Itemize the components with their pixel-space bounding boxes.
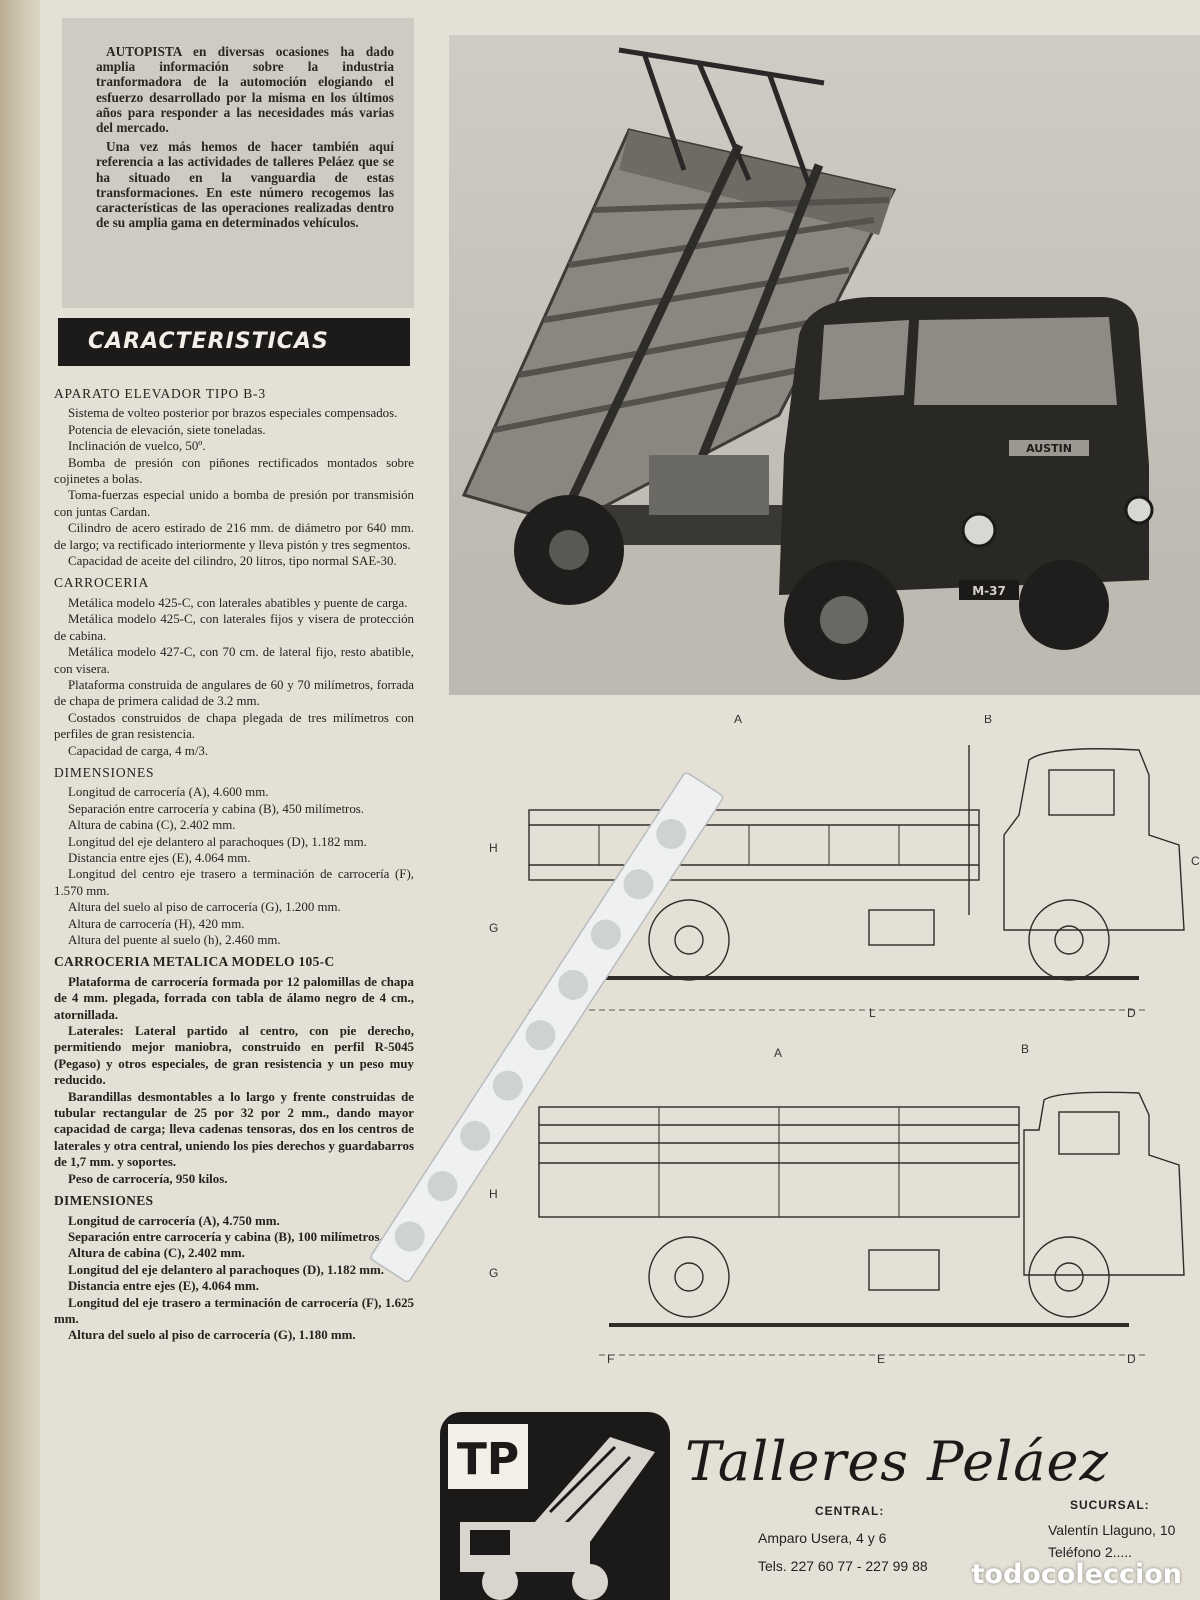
intro-paragraph-2: Una vez más hemos de hacer también aquí referencia a las actividades de talleres Peláez que se ha situado en la vanguardia de estas transformaciones. En este número recogemos las características de las operaciones realizadas dentro de su amplia gama en determinados vehículos. (96, 139, 394, 231)
spec-line: Longitud del eje delantero al parachoques (D), 1.182 mm. (68, 1262, 384, 1277)
sucursal-label: SUCURSAL: (1070, 1498, 1150, 1512)
dim-label-l: L (869, 1006, 876, 1020)
dim-label-b-2: B (1021, 1042, 1030, 1056)
dim-label-a-2: A (774, 1046, 783, 1060)
dim-label-c: C (1191, 854, 1200, 868)
sucursal-phone: Teléfono 2..... (1048, 1544, 1133, 1560)
dimensiones-title-1: DIMENSIONES (54, 764, 155, 780)
dim-label-h-2: H (489, 1187, 498, 1201)
sucursal-address: Valentín Llaguno, 10 (1048, 1522, 1176, 1538)
dimensiones-title-2: DIMENSIONES (54, 1193, 154, 1209)
central-label: CENTRAL: (815, 1504, 885, 1518)
spec-line: Potencia de elevación, siete toneladas. (68, 422, 266, 437)
central-phones: Tels. 227 60 77 - 227 99 88 (758, 1558, 928, 1574)
spec-line: Distancia entre ejes (E), 4.064 mm. (68, 850, 251, 865)
spec-line: Plataforma de carrocería formada por 12 palomillas de chapa de 4 mm. plegada, forrada con tabla de álamo negro de 4 cm., atornillada. (54, 974, 414, 1022)
spec-line: Cilindro de acero estirado de 216 mm. de diámetro por 640 mm. de largo; va rectificado interiormente y lleva pistón y tres segmentos. (54, 521, 414, 552)
spec-line: Separación entre carrocería y cabina (B), 100 milímetros. (68, 1229, 383, 1244)
spec-line: Bomba de presión con piñones rectificados montados sobre cojinetes a bolas. (54, 455, 414, 487)
spec-line: Laterales: Lateral partido al centro, con pie derecho, permitiendo mejor maniobra, construido en perfil R-5045 (Pegaso) y otros especiales, de gran resistencia y un peso muy reducido. (54, 1024, 414, 1088)
central-address: Amparo Usera, 4 y 6 (758, 1530, 887, 1546)
dim-label-a: A (734, 715, 743, 726)
talleres-pelaez-ad (440, 1410, 1200, 1600)
spec-line: Costados construidos de chapa plegada de tres milímetros con perfiles de gran resistencia. (54, 710, 414, 742)
dim-label-d: D (1127, 1006, 1136, 1020)
spec-line: Peso de carrocería, 950 kilos. (68, 1171, 228, 1186)
spec-line: Altura de cabina (C), 2.402 mm. (68, 818, 236, 833)
spec-line: Longitud de carrocería (A), 4.750 mm. (68, 1213, 280, 1228)
dim-label-e: E (877, 1352, 886, 1366)
spec-line: Altura del suelo al piso de carrocería (G), 1.180 mm. (68, 1328, 356, 1343)
spec-line: Longitud de carrocería (A), 4.600 mm. (68, 785, 269, 800)
spec-line: Inclinación de vuelco, 50º. (68, 439, 206, 454)
spec-line: Altura de cabina (C), 2.402 mm. (68, 1246, 245, 1261)
spec-line: Metálica modelo 425-C, con laterales fijos y visera de protección de cabina. (54, 612, 414, 643)
spec-line: Metálica modelo 425-C, con laterales abatibles y puente de carga. (68, 595, 408, 610)
tp-logo (440, 1412, 670, 1600)
spec-line: Separación entre carrocería y cabina (B), 450 milímetros. (68, 801, 364, 816)
brand-name: Talleres Peláez (685, 1430, 1109, 1493)
spec-line: Altura de carrocería (H), 420 mm. (68, 916, 245, 931)
spec-line: Capacidad de aceite del cilindro, 20 litros, tipo normal SAE-30. (68, 554, 397, 569)
spec-line: Capacidad de carga, 4 m/3. (68, 743, 209, 758)
elevador-title: APARATO ELEVADOR TIPO B-3 (54, 386, 266, 401)
dim-label-g: G (489, 921, 499, 935)
license-plate: M-37 (972, 584, 1006, 598)
spec-line: Barandillas desmontables a lo largo y frente construidas de tubular rectangular de 25 por 32 por 2 mm., dando mayor capacidad de carga; lleva cadenas tensoras, dos en los centros de laterales y otra central, uniendo los pies derechos y guardabarros de 1,7 mm. y soportes. (54, 1089, 414, 1170)
spec-line: Longitud del eje trasero a terminación de carrocería (F), 1.625 mm. (54, 1295, 414, 1326)
spec-line: Longitud del eje delantero al parachoques (D), 1.182 mm. (68, 834, 367, 849)
spec-line: Sistema de volteo posterior por brazos especiales compensados. (68, 406, 398, 421)
binding-gutter (0, 0, 40, 1600)
intro-paragraph-1: AUTOPISTA en diversas ocasiones ha dado amplia información sobre la industria tranformadora de la automoción elogiando el esfuerzo desarrollado por la misma en los últimos años para responder a las necesidades más varias del mercado. (96, 44, 394, 136)
spec-line: Altura del puente al suelo (h), 2.460 mm. (68, 933, 281, 947)
spec-line: Distancia entre ejes (E), 4.064 mm. (68, 1279, 259, 1294)
section-banner: CARACTERISTICAS (58, 318, 410, 366)
grille-badge-text: AUSTIN (1026, 442, 1072, 455)
modelo-105-title: CARROCERIA METALICA MODELO 105-C (54, 954, 335, 970)
spec-line: Plataforma construida de angulares de 60 y 70 milímetros, forrada de chapa de primera calidad de 3.2 mm. (54, 677, 414, 709)
carroceria-title: CARROCERIA (54, 575, 150, 591)
dim-label-f: F (607, 1352, 615, 1366)
watermark: todocoleccion (971, 1559, 1182, 1590)
dim-label-h: H (489, 841, 498, 855)
spec-line: Longitud del centro eje trasero a terminación de carrocería (F), 1.570 mm. (54, 867, 414, 898)
dim-label-g-2: G (489, 1266, 499, 1280)
spec-line: Metálica modelo 427-C, con 70 cm. de lateral fijo, resto abatible, con visera. (54, 645, 414, 676)
dim-label-b: B (984, 715, 993, 726)
logo-letters: TP (456, 1434, 520, 1485)
magazine-page (40, 0, 1200, 1600)
dim-label-d-2: D (1127, 1352, 1136, 1366)
spec-line: Toma-fuerzas especial unido a bomba de presión por transmisión con juntas Cardan. (54, 488, 414, 519)
perforated-strip (40, 0, 840, 1300)
spec-line: Altura del suelo al piso de carrocería (G), 1.200 mm. (68, 900, 341, 915)
